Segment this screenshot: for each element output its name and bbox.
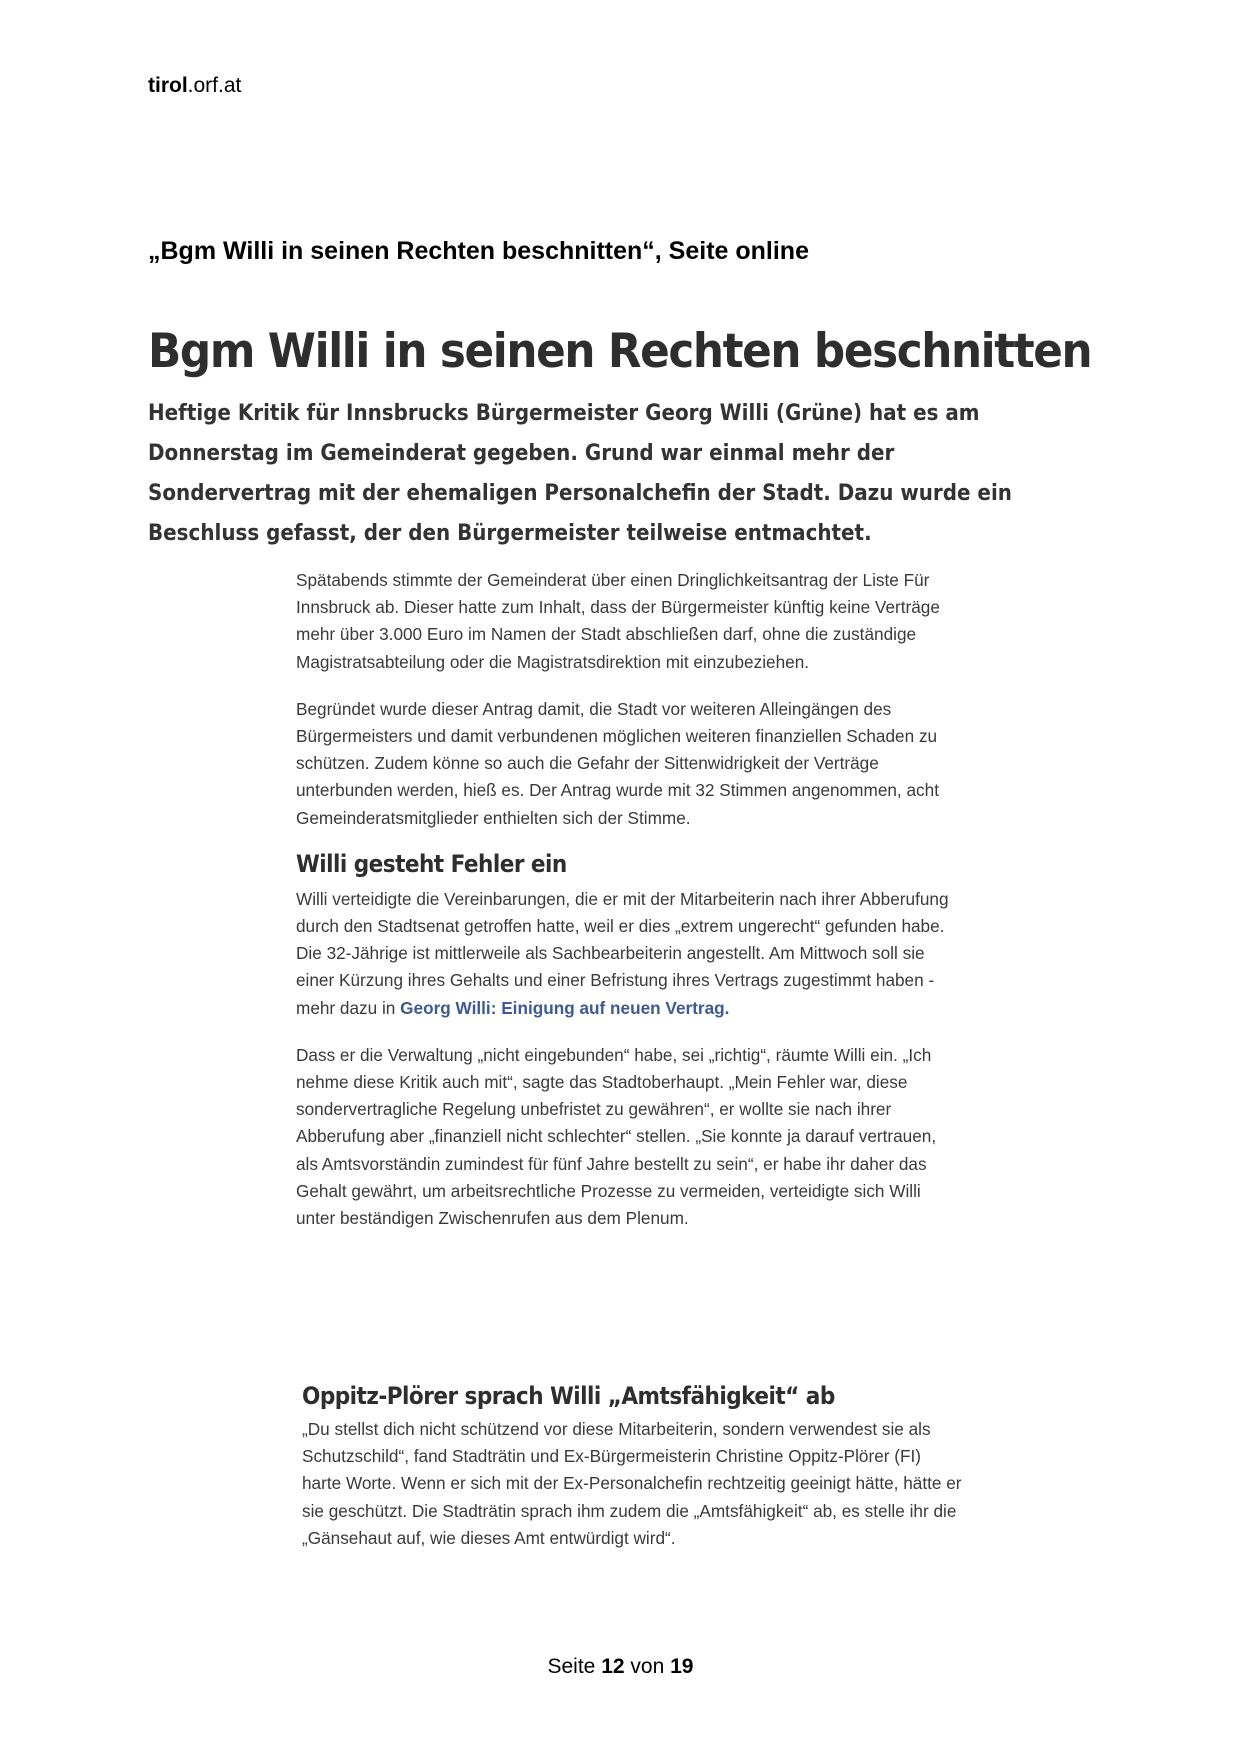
subheading-1: Willi gesteht Fehler ein	[296, 849, 567, 878]
source-rest: .orf.at	[187, 74, 242, 97]
article-headline: Bgm Willi in seinen Rechten beschnitten	[148, 324, 1092, 379]
paragraph-5: „Du stellst dich nicht schützend vor diese Mitarbeiterin, sondern verwendest sie als Schutzschild“, fand Stadträtin und Ex-Bürgermeisterin Christine Oppitz-Plörer (FI) harte Worte. Wenn er sich mit der Ex-Personalchefin rechtzeitig geeinigt hätte, hätte er sie geschützt. Die Stadträtin sprach ihm zudem die „Amtsfähigkeit“ ab, es stelle ihr die „Gänsehaut auf, wie dieses Amt entwürdigt wird“.	[302, 1419, 962, 1548]
article-body-part-1	[296, 567, 956, 1232]
source-label	[148, 74, 241, 98]
footer-middle: von	[630, 1655, 665, 1678]
paragraph-3-text: Willi verteidigte die Vereinbarungen, die er mit der Mitarbeiterin nach ihrer Abberufung durch den Stadtsenat getroffen hatte, weil er dies „extrem ungerecht“ gefunden habe. Die 32-Jährige ist mittlerweile als Sachbearbeiterin angestellt. Am Mittwoch soll sie einer Kürzung ihres Gehalts und einer Befristung ihres Vertrags zugestimmt haben - mehr dazu in	[296, 888, 949, 1018]
footer-prefix: Seite	[547, 1655, 596, 1678]
article-screenshot	[148, 310, 1098, 554]
article-body-part-2	[302, 1382, 962, 1552]
article-lead: Heftige Kritik für Innsbrucks Bürgermeister Georg Willi (Grüne) hat es am Donnerstag im Gemeinderat gegeben. Grund war einmal mehr der Sondervertrag mit der ehemaligen Personalchefin der Stadt. Dazu wurde ein Beschluss gefasst, der den Bürgermeister teilweise entmachtet.	[148, 401, 1012, 547]
footer-current-page: 12	[601, 1655, 625, 1678]
paragraph-2: Begründet wurde dieser Antrag damit, die Stadt vor weiteren Alleingängen des Bürgermeisters und damit verbundenen möglichen weiteren finanziellen Schaden zu schützen. Zudem könne so auch die Gefahr der Sittenwidrigkeit der Verträge unterbunden werden, hieß es. Der Antrag wurde mit 32 Stimmen angenommen, acht Gemeinderatsmitglieder enthielten sich der Stimme.	[296, 698, 939, 828]
paragraph-1: Spätabends stimmte der Gemeinderat über einen Dringlichkeitsantrag der Liste Für Innsbruck ab. Dieser hatte zum Inhalt, dass der Bürgermeister künftig keine Verträge mehr über 3.000 Euro im Namen der Stadt abschließen darf, ohne die zuständige Magistratsabteilung oder die Magistratsdirektion mit einzubeziehen.	[296, 570, 940, 672]
footer-total-pages: 19	[670, 1655, 694, 1678]
document-caption: „Bgm Willi in seinen Rechten beschnitten“, Seite online	[148, 237, 809, 265]
article-link[interactable]: Georg Willi: Einigung auf neuen Vertrag.	[400, 997, 730, 1018]
page-footer	[0, 1655, 1241, 1679]
subheading-2: Oppitz-Plörer sprach Willi „Amtsfähigkeit“ ab	[302, 1382, 835, 1410]
source-bold: tirol	[148, 74, 188, 97]
paragraph-4: Dass er die Verwaltung „nicht eingebunden“ habe, sei „richtig“, räumte Willi ein. „Ich nehme diese Kritik auch mit“, sagte das Stadtoberhaupt. „Mein Fehler war, diese sondervertragliche Regelung unbefristet zu gewähren“, er wollte sie nach ihrer Abberufung aber „finanziell nicht schlechter“ stellen. „Sie konnte ja darauf vertrauen, als Amtsvorständin zumindest für fünf Jahre bestellt zu sein“, er habe ihr daher das Gehalt gewährt, um arbeitsrechtliche Prozesse zu vermeiden, verteidigte sich Willi unter beständigen Zwischenrufen aus dem Plenum.	[296, 1044, 937, 1229]
paragraph-3	[296, 886, 956, 1022]
